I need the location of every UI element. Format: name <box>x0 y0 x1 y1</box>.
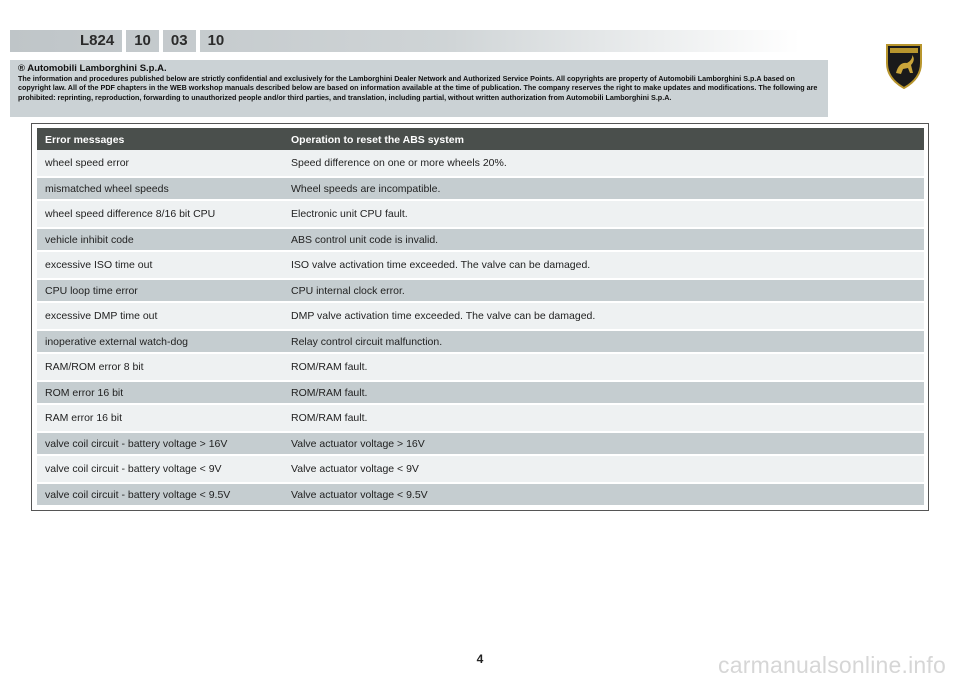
table-row <box>37 331 924 352</box>
error-message-cell: excessive ISO time out <box>45 259 153 271</box>
error-message-cell: ROM error 16 bit <box>45 386 124 399</box>
error-message-cell: inoperative external watch-dog <box>45 335 189 348</box>
operation-cell: Speed difference on one or more wheels 20%. <box>291 157 507 169</box>
operation-cell: Valve actuator voltage > 16V <box>291 437 425 450</box>
table-row <box>37 405 924 431</box>
table-row <box>37 433 924 454</box>
table-row <box>37 280 924 301</box>
table-row <box>37 252 924 278</box>
header-error-messages: Error messages <box>45 133 125 146</box>
operation-cell: Valve actuator voltage < 9V <box>291 463 419 475</box>
operation-cell: ISO valve activation time exceeded. The valve can be damaged. <box>291 259 591 271</box>
document-codes <box>72 30 232 52</box>
operation-cell: ROM/RAM fault. <box>291 386 368 399</box>
error-message-cell: wheel speed error <box>45 157 130 169</box>
operation-cell: Wheel speeds are incompatible. <box>291 182 441 195</box>
error-message-cell: RAM error 16 bit <box>45 412 123 424</box>
section-code: 10 <box>207 32 225 49</box>
table-row <box>37 303 924 329</box>
operation-cell: CPU internal clock error. <box>291 284 405 297</box>
error-message-cell: valve coil circuit - battery voltage < 9.5V <box>45 488 231 501</box>
table-row <box>37 354 924 380</box>
error-message-cell: valve coil circuit - battery voltage < 9V <box>45 463 222 475</box>
error-message-cell: RAM/ROM error 8 bit <box>45 361 144 373</box>
copyright-title: ® Automobili Lamborghini S.p.A. <box>18 63 167 74</box>
page-number: 4 <box>476 652 484 666</box>
table-row <box>37 382 924 403</box>
lamborghini-shield-icon <box>885 43 923 89</box>
subgroup-code: 03 <box>170 32 188 49</box>
error-message-cell: CPU loop time error <box>45 284 138 297</box>
table-header-row <box>37 128 924 151</box>
table-row <box>37 201 924 227</box>
operation-cell: Relay control circuit malfunction. <box>291 335 443 348</box>
error-message-cell: wheel speed difference 8/16 bit CPU <box>45 208 216 220</box>
error-message-cell: vehicle inhibit code <box>45 233 134 246</box>
operation-cell: ROM/RAM fault. <box>291 361 368 373</box>
table-row <box>37 150 924 176</box>
operation-cell: DMP valve activation time exceeded. The valve can be damaged. <box>291 310 596 322</box>
copyright-text: The information and procedures published below are strictly confidential and exclusively for the Lamborghini Dealer Network and Authorized Service Points. All copyrights are property of Automobili Lamborghini S.p.A based on copyright law. All of the PDF chapters in the WEB workshop manuals described below are based on information available at the time of publication. The company reserves the right to make updates and modifications. The following are prohibited: reprinting, reproduction, forwarding to unauthorized people and/or third parties, and translation, including partial, without written authorization from Automobili Lamborghini S.p.A. <box>18 74 818 102</box>
table-row <box>37 229 924 250</box>
group-code: 10 <box>134 32 151 49</box>
operation-cell: ABS control unit code is invalid. <box>291 233 439 246</box>
table-row <box>37 484 924 505</box>
operation-cell: Valve actuator voltage < 9.5V <box>291 488 428 501</box>
table-row <box>37 178 924 199</box>
model-code: L824 <box>80 32 115 49</box>
operation-cell: ROM/RAM fault. <box>291 412 368 424</box>
error-message-cell: mismatched wheel speeds <box>45 182 169 195</box>
operation-cell: Electronic unit CPU fault. <box>291 208 408 220</box>
site-watermark: carmanualsonline.info <box>718 652 946 678</box>
error-message-cell: excessive DMP time out <box>45 310 158 322</box>
error-message-cell: valve coil circuit - battery voltage > 16V <box>45 437 228 450</box>
table-row <box>37 456 924 482</box>
header-reset-operation: Operation to reset the ABS system <box>291 133 464 146</box>
